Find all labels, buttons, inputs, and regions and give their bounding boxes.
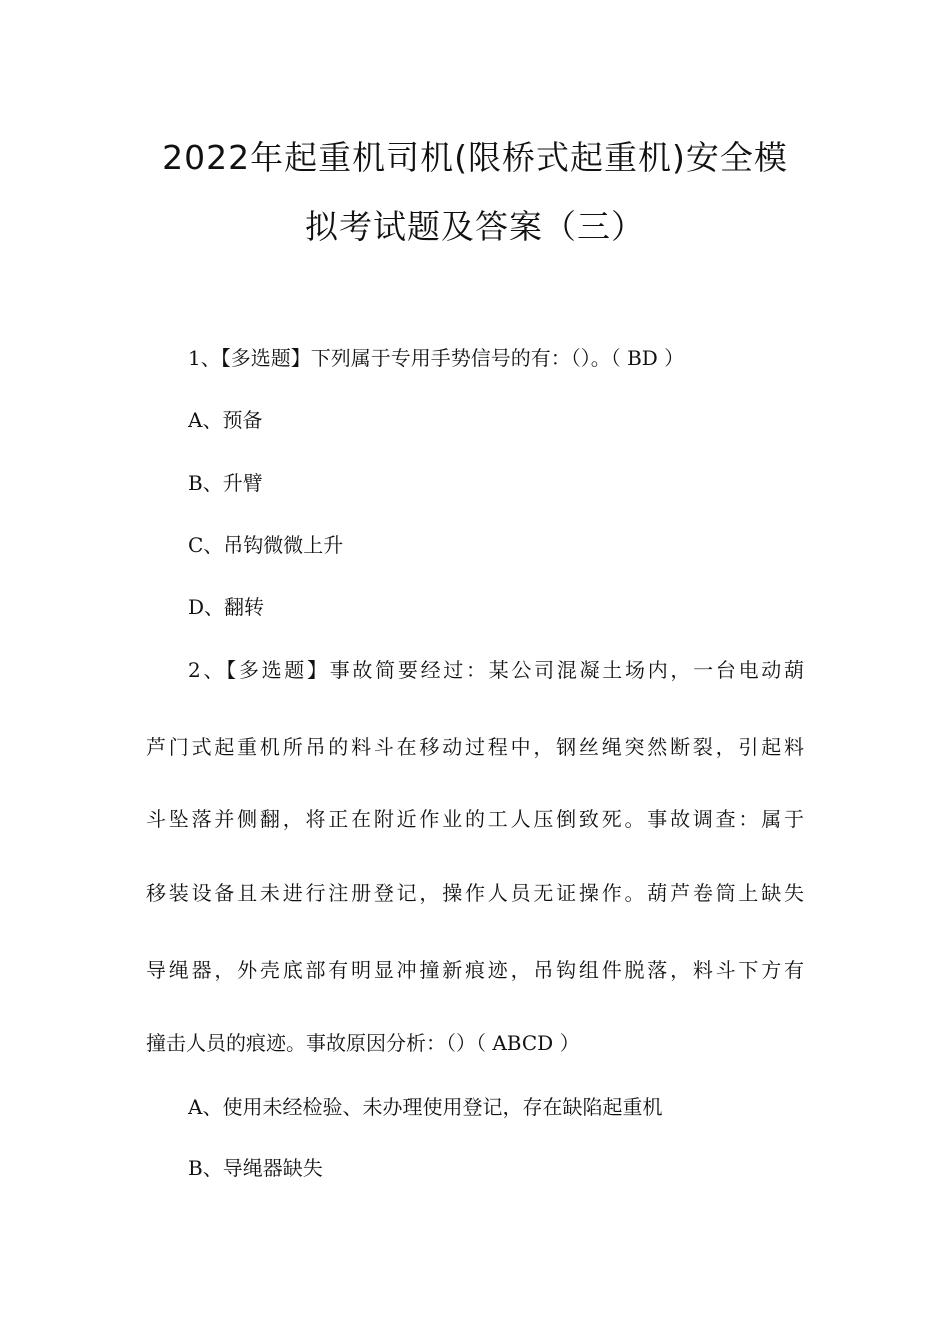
question-1-option-d: D、翻转 bbox=[188, 595, 265, 619]
question-2-stem-line-4: 移装设备且未进行注册登记，操作人员无证操作。葫芦卷筒上缺失 bbox=[146, 881, 804, 905]
document-title-line-2: 拟考试题及答案（三） bbox=[305, 207, 645, 246]
question-2-stem-line-2: 芦门式起重机所吊的料斗在移动过程中，钢丝绳突然断裂，引起料 bbox=[146, 735, 804, 759]
question-1-option-b: B、升臂 bbox=[188, 471, 263, 495]
question-2-stem-line-6: 撞击人员的痕迹。事故原因分析：（）（ ABCD ） bbox=[146, 1031, 580, 1055]
question-1-stem: 1、【多选题】下列属于专用手势信号的有：（）。（ BD ） bbox=[188, 346, 685, 370]
question-2-option-a: A、使用未经检验、未办理使用登记，存在缺陷起重机 bbox=[188, 1095, 663, 1119]
question-2-option-b: B、导绳器缺失 bbox=[188, 1156, 323, 1180]
document-title-line-1: 2022年起重机司机(限桥式起重机)安全模 bbox=[162, 138, 788, 177]
question-2-stem-line-5: 导绳器，外壳底部有明显冲撞新痕迹，吊钩组件脱落，料斗下方有 bbox=[146, 958, 804, 982]
question-1-option-a: A、预备 bbox=[188, 408, 263, 432]
question-2-stem-line-1: 2、【多选题】事故简要经过：某公司混凝土场内，一台电动葫 bbox=[188, 658, 804, 682]
question-2-stem-line-3: 斗坠落并侧翻，将正在附近作业的工人压倒致死。事故调查：属于 bbox=[146, 807, 804, 831]
question-1-option-c: C、吊钩微微上升 bbox=[188, 533, 344, 557]
